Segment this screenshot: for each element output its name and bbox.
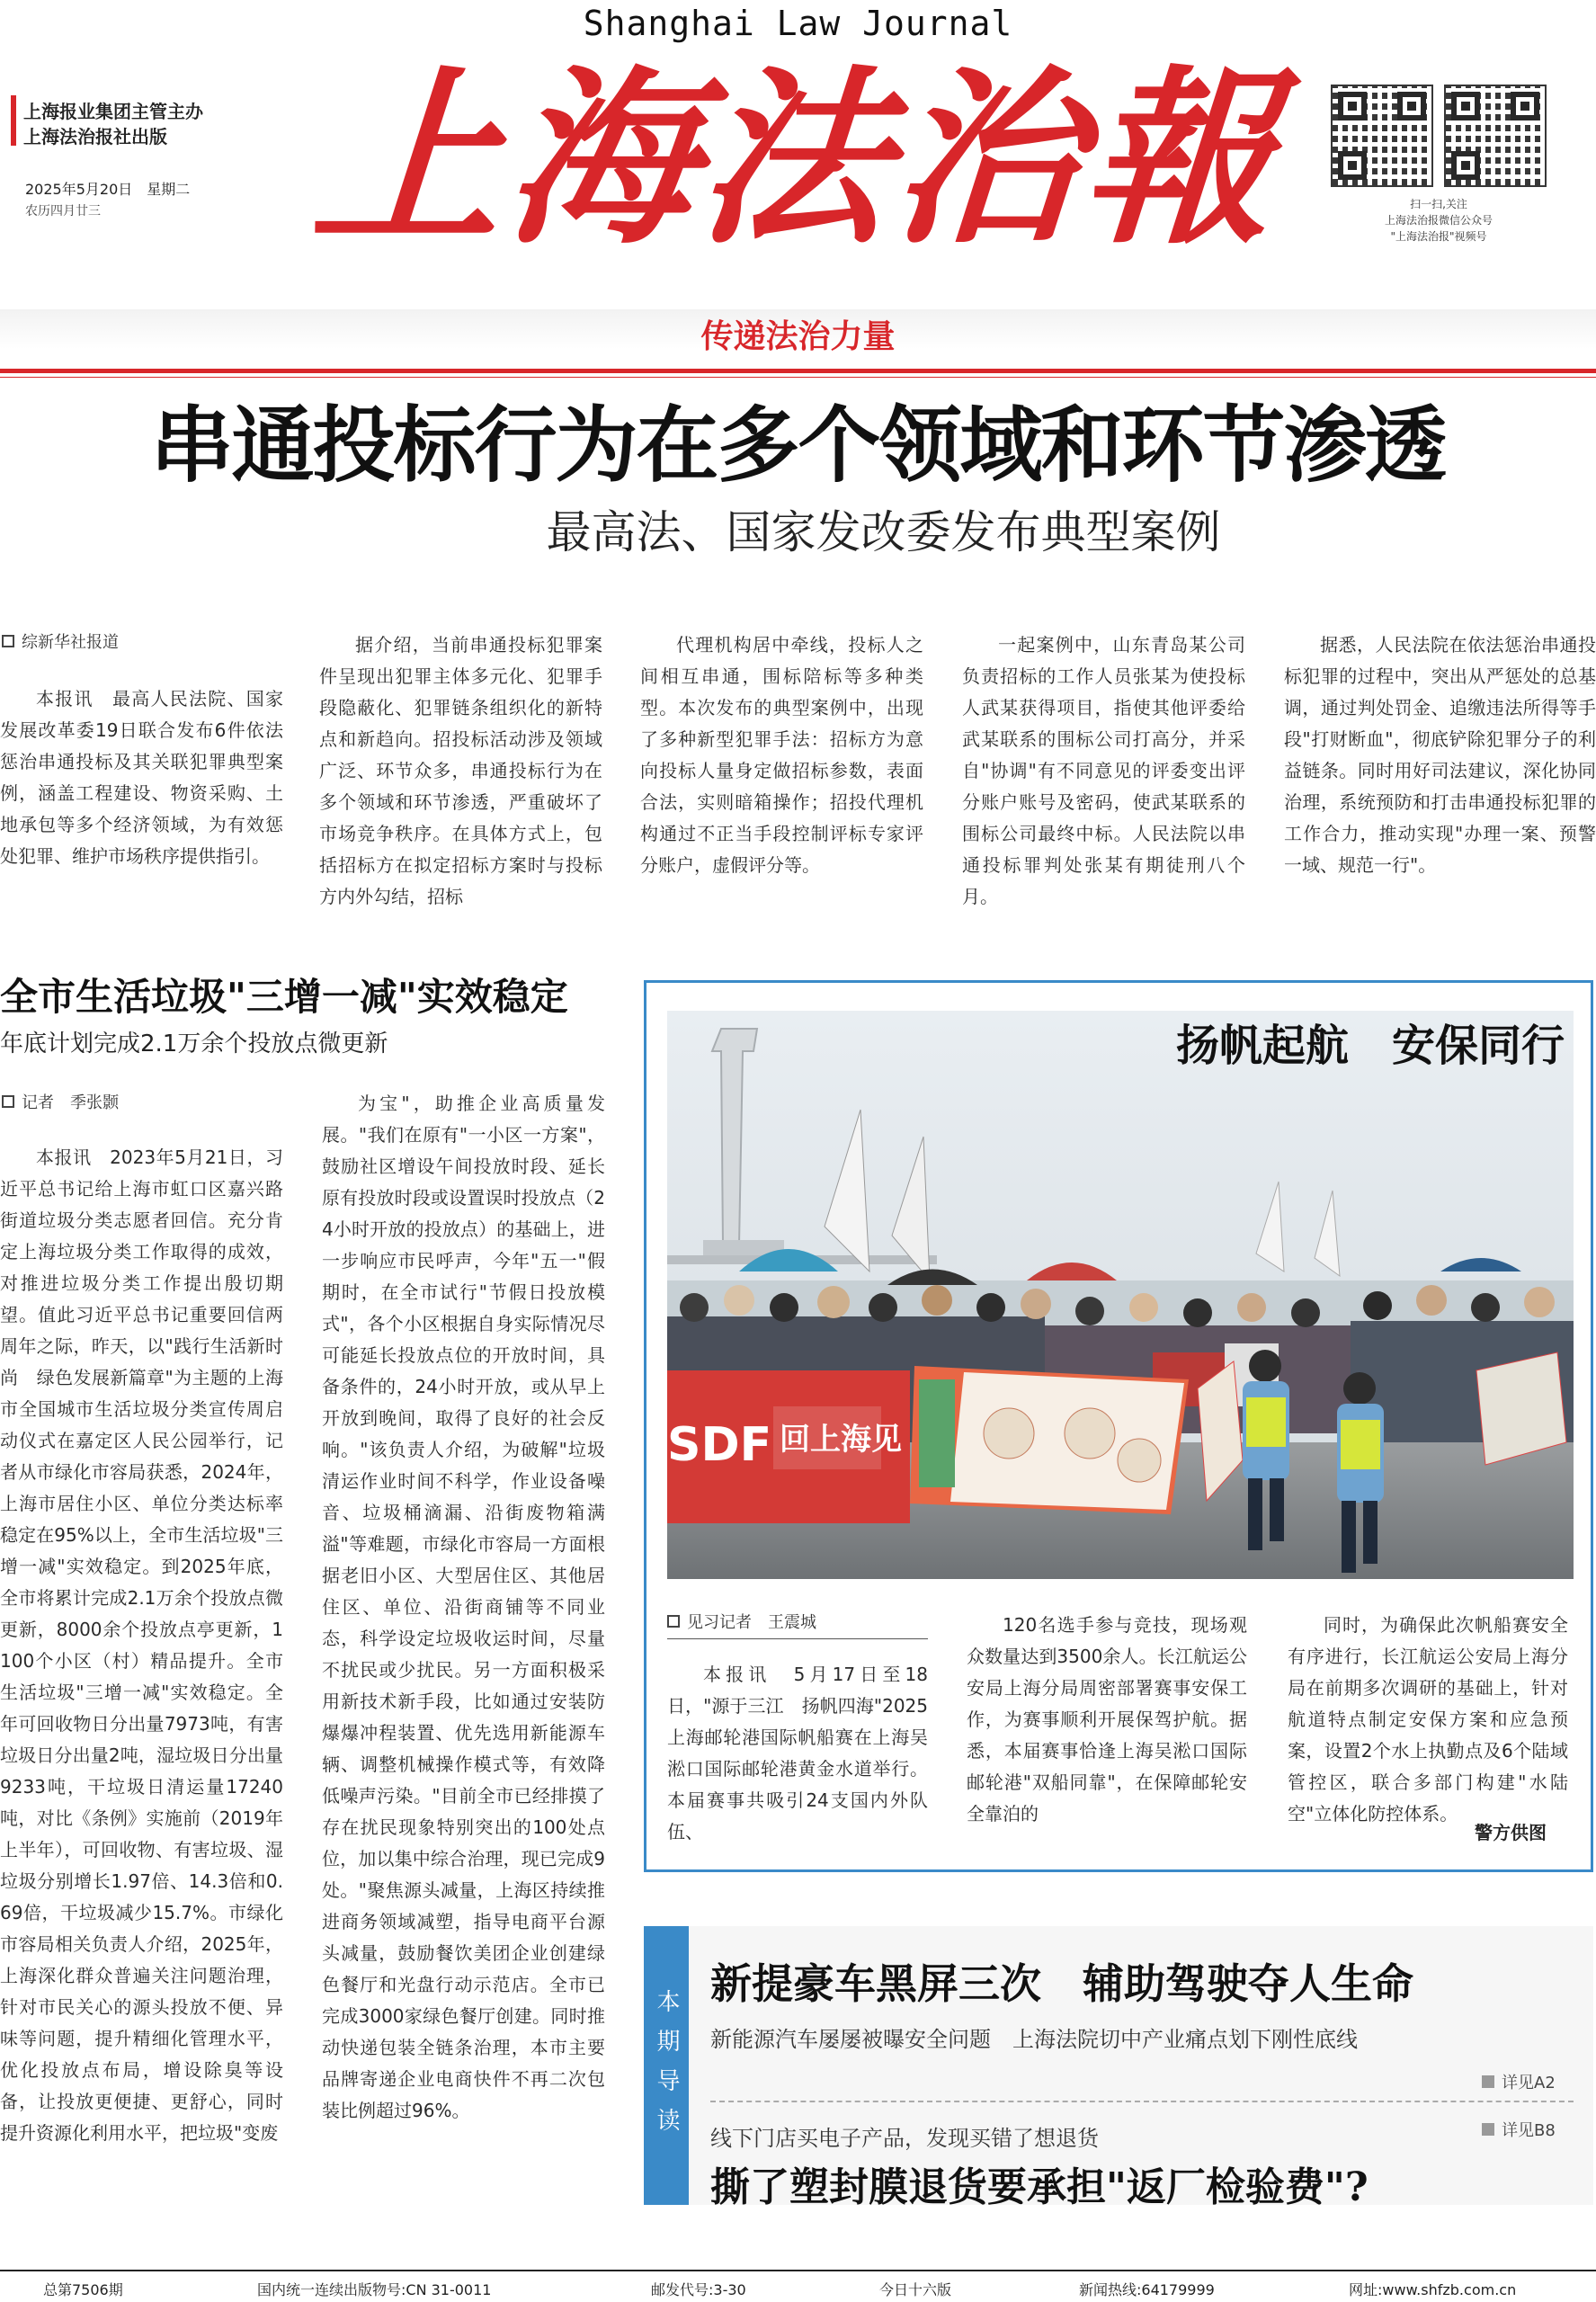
- lead-column-2: 据介绍，当前串通投标犯罪案件呈现出犯罪主体多元化、犯罪手段隐蔽化、犯罪链条组织化的新特点和新趋向。招投标活动涉及领域广泛、环节众多，串通投标行为在多个领域和环节渗透，严重破坏了市场竞争秩序。在具体方式上，包括招标方在拟定招标方案时与投标方内外勾结，招标: [319, 634, 602, 907]
- publisher-line-1: 上海报业集团主管主办: [23, 101, 203, 122]
- index-item-2-title: 撕了塑封膜退货要承担"返厂检验费"?: [710, 2164, 1369, 2210]
- garbage-subhead: 年底计划完成2.1万余个投放点微更新: [0, 1031, 388, 1057]
- garbage-column-2: 为宝"，助推企业高质量发展。"我们在原有"一小区一方案"，鼓励社区增设午间投放时段、延长原有投放时段或设置误时投放点（24小时开放的投放点）的基础上，进一步响应市民呼声，今年"五一"假期时，在全市试行"节假日投放模式"，各个小区根据自身实际情况尽可能延长投放点位的开放时间，具备条件的，24小时开放，或从早上开放到晚间，取得了良好的社会反响。"该负责人介绍，为破解"垃圾清运作业时间不科学，作业设备噪音、垃圾桶滴漏、沿街废物箱满溢"等难题，市绿化市容局一方面根据老旧小区、大型居住区、其他居住区、单位、沿街商铺等不同业态，科学设定垃圾收运时间，尽量不扰民或少扰民。另一方面积极采用新技术新手段，比如通过安装防爆爆冲程装置、优先选用新能源车辆、调整机械操作模式等，有效降低噪声污染。"目前全市已经排摸了存在扰民现象特别突出的100处点位，加以集中综合治理，现已完成9处。"聚焦源头减量，上海区持续推进商务领域减塑，指导电商平台源头减量，鼓励餐饮美团企业创建绿色餐厅和光盘行动示范店。全市已完成3000家绿色餐厅创建。同时推动快递包装全链条治理，本市主要品牌寄递企业电商快件不再二次包装比例超过96%。: [322, 1093, 605, 2121]
- qr-caption-1: 扫一扫,关注: [1410, 198, 1467, 210]
- sign-sdf-text: SDF: [667, 1418, 772, 1472]
- lead-column-3: 代理机构居中牵线，投标人之间相互串通，围标陪标等多种类型。本次发布的典型案例中，出现了多种新型犯罪手法：招标方为意向投标人量身定做招标参数，表面合法，实则暗箱操作；招投代理机构通过不正当手段控制评标专家评分账户，虚假评分等。: [640, 634, 923, 876]
- qr-code-icon: [1444, 85, 1547, 187]
- masthead-divider: [0, 369, 1596, 373]
- newspaper-logo-title: 上海法治報: [307, 48, 1285, 270]
- english-title: Shanghai Law Journal: [583, 4, 1013, 43]
- index-item-1-subtitle: 新能源汽车屡屡被曝安全问题 上海法院切中产业痛点划下刚性底线: [710, 2027, 1358, 2052]
- square-icon: [2, 635, 14, 647]
- lead-subhead: 最高法、国家发改委发布典型案例: [546, 506, 1221, 558]
- sailing-event-photo: [667, 1011, 1574, 1579]
- footer-issue-number: 总第7506期: [43, 2281, 123, 2298]
- publisher-bar: [11, 95, 16, 146]
- photo-story-headline: 扬帆起航 安保同行: [1175, 1021, 1565, 1071]
- footer-website[interactable]: 网址:www.shfzb.com.cn: [1349, 2281, 1517, 2298]
- byline-rule: [667, 1638, 928, 1639]
- footer-rule: [0, 2270, 1596, 2271]
- lead-column-4: 一起案例中，山东青岛某公司负责招标的工作人员张某为使投标人武某获得项目，指使其他评委给武某联系的围标公司打高分，并采自"协调"有不同意见的评委变出评分账户账号及密码，使武某联系的围标公司最终中标。人民法院以串通投标罪判处张某有期徒刑八个月。: [962, 634, 1245, 907]
- photo-story-column-3: 同时，为确保此次帆船赛安全有序进行，长江航运公安局上海分局在前期多次调研的基础上，针对航道特点制定安保方案和应急预案，设置2个水上执勤点及6个陆域管控区，联合多部门构建"水陆空"立体化防控体系。: [1288, 1614, 1568, 1825]
- index-item-1-title: 新提豪车黑屏三次 辅助驾驶夺人生命: [710, 1959, 1413, 2008]
- square-icon: [667, 1615, 680, 1628]
- lead-headline: 串通投标行为在多个领域和环节渗透: [150, 397, 1446, 494]
- qr-code-icon: [1331, 85, 1433, 187]
- index-item-2-link[interactable]: 详见B8: [1482, 2118, 1556, 2141]
- index-divider: [710, 2101, 1574, 2102]
- photo-story-byline: 见习记者 王震城: [667, 1610, 816, 1633]
- lead-byline: 综新华社报道: [2, 629, 119, 653]
- sign-event-text: 回上海见: [780, 1422, 902, 1458]
- footer-postal-code: 邮发代号:3-30: [651, 2281, 746, 2298]
- index-item-2-subtitle: 线下门店买电子产品，发现买错了想退货: [710, 2126, 1099, 2151]
- qr-caption-2: 上海法治报微信公众号: [1384, 214, 1493, 227]
- square-icon: [1482, 2075, 1494, 2088]
- index-label: 本期导读: [653, 1989, 680, 2147]
- footer-cn-number: 国内统一连续出版物号:CN 31-0011: [257, 2281, 492, 2298]
- lead-column-1: 本报讯 最高人民法院、国家发展改革委19日联合发布6件依法惩治串通投标及其关联犯罪典型案例，涵盖工程建设、物资采购、土地承包等多个经济领域，为有效惩处犯罪、维护市场秩序提供指引。: [0, 688, 283, 867]
- publisher-line-2: 上海法治报社出版: [23, 126, 167, 147]
- masthead-divider-thin: [0, 377, 1596, 378]
- square-icon: [1482, 2123, 1494, 2136]
- photo-credit: 警方供图: [1475, 1822, 1547, 1843]
- lunar-date: 农历四月廿三: [25, 204, 101, 219]
- slogan: 传递法治力量: [700, 317, 896, 355]
- garbage-column-1: 本报讯 2023年5月21日，习近平总书记给上海市虹口区嘉兴路街道垃圾分类志愿者回信。充分肯定上海垃圾分类工作取得的成效，对推进垃圾分类工作提出殷切期望。值此习近平总书记重要回信两周年之际，昨天，以"践行生活新时尚 绿色发展新篇章"为主题的上海市全国城市生活垃圾分类宣传周启动仪式在嘉定区人民公园举行，记者从市绿化市容局获悉，2024年，上海市居住小区、单位分类达标率稳定在95%以上，全市生活垃圾"三增一减"实效稳定。到2025年底，全市将累计完成2.1万余个投放点微更新，8000余个投放点亭更新，1100个小区（村）精品提升。全市生活垃圾"三增一减"实效稳定。全年可回收物日分出量7973吨，有害垃圾日分出量2吨，湿垃圾日分出量9233吨，干垃圾日清运量17240吨，对比《条例》实施前（2019年上半年），可回收物、有害垃圾、湿垃圾分别增长1.97倍、14.3倍和0.69倍，干垃圾减少15.7%。市绿化市容局相关负责人介绍，2025年，上海深化群众普遍关注问题治理，针对市民关心的源头投放不便、异味等问题，提升精细化管理水平，优化投放点布局，增设除臭等设备，让投放更便捷、更舒心，同时提升资源化利用水平，把垃圾"变废: [0, 1147, 283, 2144]
- footer-page-count: 今日十六版: [879, 2281, 952, 2298]
- photo-story-column-2: 120名选手参与竞技，现场观众数量达到3500余人。长江航运公安局上海分局周密部署赛事安保工作，为赛事顺利开展保驾护航。据悉，本届赛事恰逢上海吴淞口国际邮轮港"双船同靠"，在保障邮轮安全靠泊的: [967, 1614, 1247, 1825]
- footer-hotline: 新闻热线:64179999: [1079, 2281, 1215, 2298]
- qr-caption-3: "上海法治报"视频号: [1390, 230, 1487, 243]
- index-item-1-link[interactable]: 详见A2: [1482, 2070, 1556, 2093]
- issue-date: 2025年5月20日 星期二: [25, 181, 191, 198]
- garbage-byline: 记者 季张颢: [2, 1090, 119, 1113]
- photo-story-column-1: 本报讯 5月17日至18日，"源于三江 扬帆四海"2025上海邮轮港国际帆船赛在上海吴淞口国际邮轮港黄金水道举行。本届赛事共吸引24支国内外队伍、: [667, 1664, 928, 1842]
- garbage-headline: 全市生活垃圾"三增一减"实效稳定: [0, 975, 568, 1019]
- square-icon: [2, 1095, 14, 1108]
- lead-column-5: 据悉，人民法院在依法惩治串通投标犯罪的过程中，突出从严惩处的总基调，通过判处罚金、追缴违法所得等手段"打财断血"，彻底铲除犯罪分子的利益链条。同时用好司法建议，深化协同治理，系统预防和打击串通投标犯罪的工作合力，推动实现"办理一案、预警一域、规范一行"。: [1284, 634, 1596, 876]
